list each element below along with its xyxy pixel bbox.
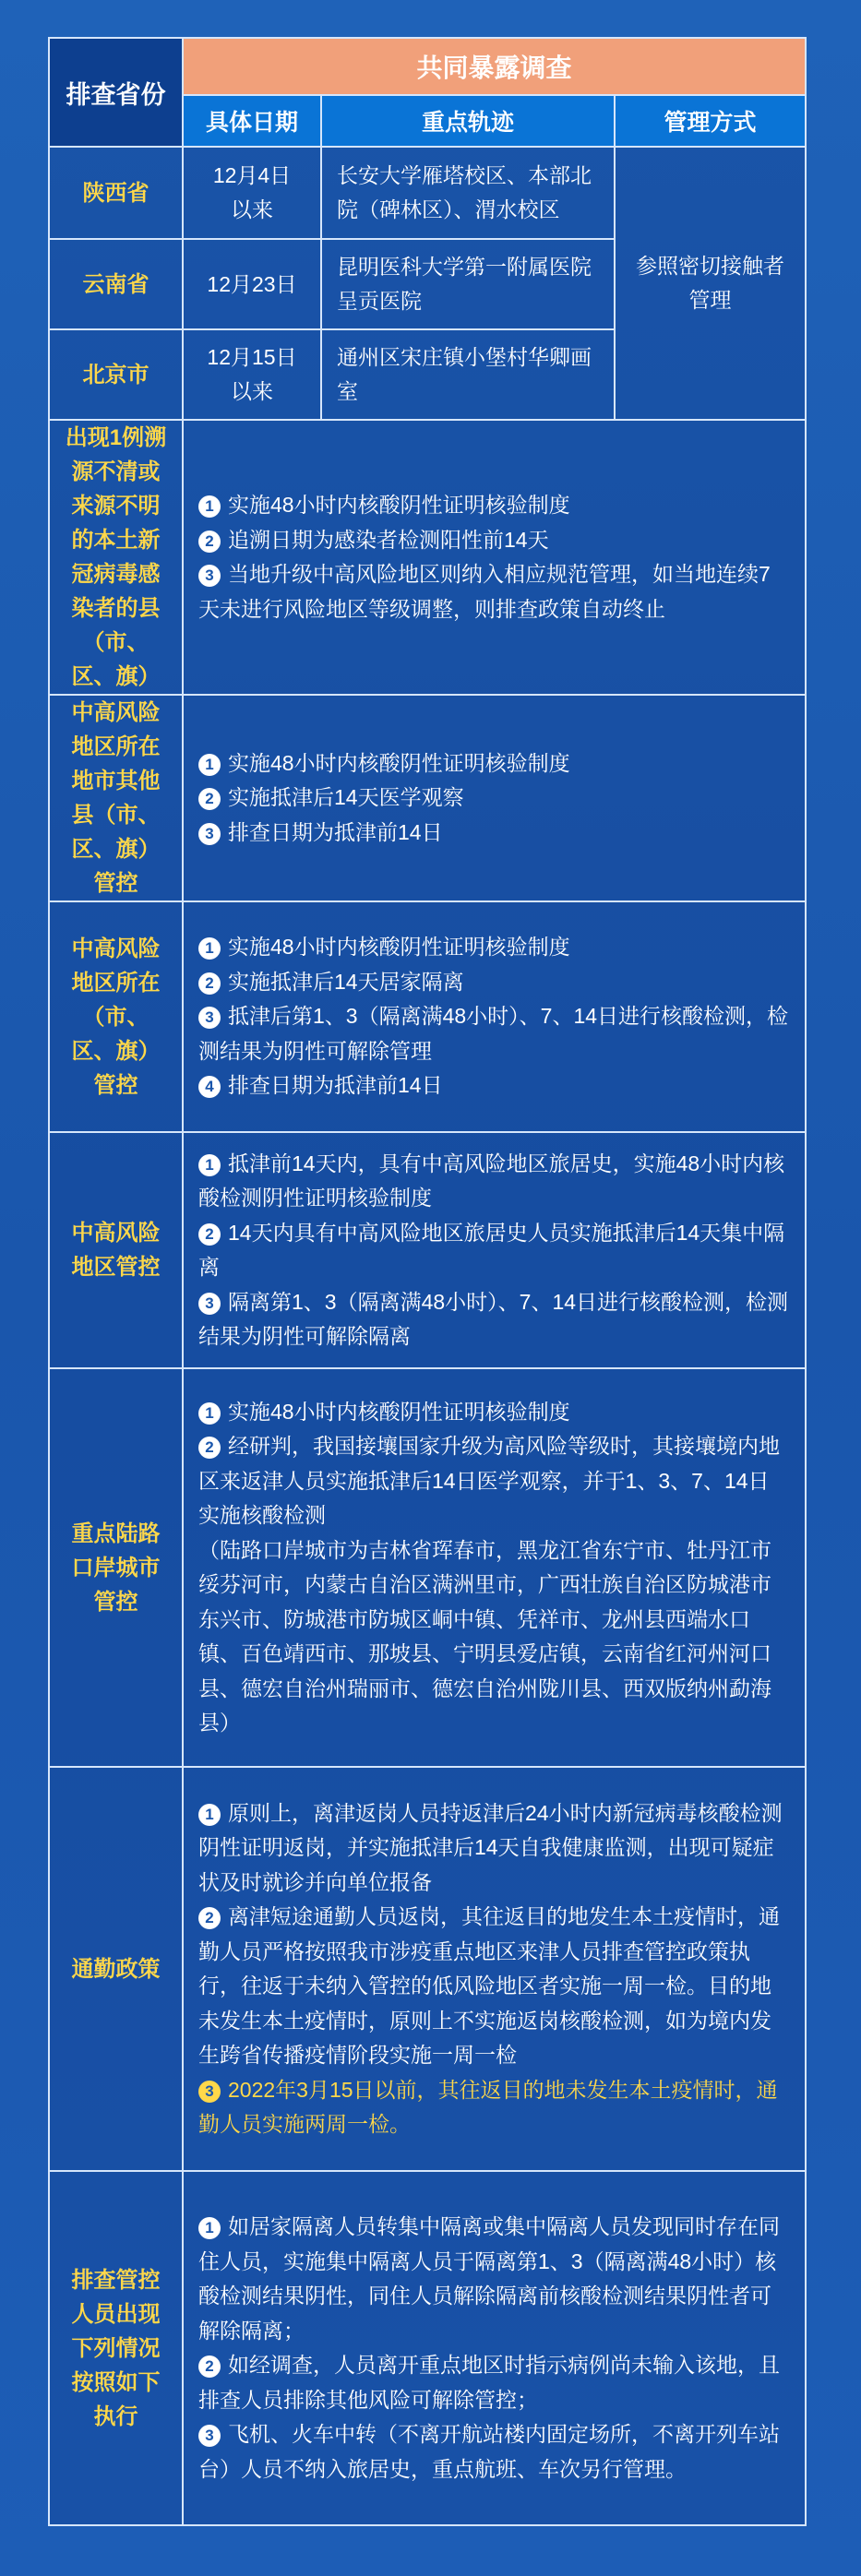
province-column-header: 排查省份 bbox=[49, 38, 183, 147]
number-badge: 4 bbox=[198, 1076, 221, 1098]
mgmt-column-header: 管理方式 bbox=[615, 95, 806, 147]
policy-item bbox=[198, 1285, 790, 1354]
number-badge: 2 bbox=[198, 531, 221, 553]
policy-item bbox=[198, 2348, 790, 2417]
policy-content bbox=[183, 1132, 806, 1368]
exposure-track: 长安大学雁塔校区、本部北院（碑林区）、渭水校区 bbox=[321, 147, 615, 239]
exposure-date: 12月15日 以来 bbox=[183, 329, 321, 420]
policy-item bbox=[198, 816, 790, 851]
policy-item-text: 离津短途通勤人员返岗，其往返目的地发生本土疫情时，通勤人员严格按照我市涉疫重点地区来津人员排查管控政策执行，往返于未纳入管控的低风险地区者实施一周一检。目的地未发生本土疫情时，原则上不实施返岗核酸检测，如为境内发生跨省传播疫情阶段实施一周一检 bbox=[198, 1904, 780, 2067]
number-badge: 2 bbox=[198, 1437, 221, 1459]
policy-item-text: 经研判，我国接壤国家升级为高风险等级时，其接壤境内地区来返津人员实施抵津后14日医学观察，并于1、3、7、14日实施核酸检测 bbox=[198, 1434, 780, 1527]
policy-item bbox=[198, 1796, 790, 1901]
exposure-track: 通州区宋庄镇小堡村华卿画室 bbox=[321, 329, 615, 420]
policy-content bbox=[183, 1368, 806, 1767]
policy-label: 重点陆路口岸城市管控 bbox=[49, 1368, 183, 1767]
policy-item-text: 隔离第1、3（隔离满48小时）、7、14日进行核酸检测，检测结果为阴性可解除隔离 bbox=[198, 1289, 789, 1348]
policy-content bbox=[183, 2171, 806, 2525]
number-badge: 1 bbox=[198, 1154, 221, 1176]
policy-row bbox=[49, 901, 806, 1132]
policy-item bbox=[198, 1900, 790, 2073]
policy-label: 中高风险地区所在（市、区、旗）管控 bbox=[49, 901, 183, 1132]
policy-item bbox=[198, 2210, 790, 2348]
number-badge: 3 bbox=[198, 565, 221, 587]
date-column-header: 具体日期 bbox=[183, 95, 321, 147]
number-badge: 3 bbox=[198, 2425, 221, 2447]
policy-row bbox=[49, 695, 806, 901]
policy-content bbox=[183, 695, 806, 901]
policy-item-text: 当地升级中高风险地区则纳入相应规范管理，如当地连续7天未进行风险地区等级调整，则排查政策自动终止 bbox=[198, 562, 771, 621]
policy-item bbox=[198, 1395, 790, 1430]
policy-content bbox=[183, 901, 806, 1132]
policy-row bbox=[49, 1767, 806, 2171]
policy-item-text: 14天内具有中高风险地区旅居史人员实施抵津后14天集中隔离 bbox=[198, 1220, 785, 1279]
policy-item-text: 排查日期为抵津前14日 bbox=[228, 819, 443, 844]
province-name: 北京市 bbox=[49, 329, 183, 420]
policy-item-text: 实施48小时内核酸阴性证明核验制度 bbox=[228, 1399, 570, 1424]
exposure-date: 12月23日 bbox=[183, 239, 321, 329]
policy-label: 中高风险地区所在地市其他县（市、区、旗）管控 bbox=[49, 695, 183, 901]
number-badge: 1 bbox=[198, 754, 221, 776]
province-name: 云南省 bbox=[49, 239, 183, 329]
policy-item-text: 抵津后第1、3（隔离满48小时）、7、14日进行核酸检测，检测结果为阴性可解除管理 bbox=[198, 1004, 789, 1063]
policy-item-text: 实施抵津后14天医学观察 bbox=[228, 785, 464, 810]
policy-item bbox=[198, 746, 790, 781]
exposure-policy-table bbox=[48, 37, 807, 2526]
policy-item-text: 追溯日期为感染者检测阳性前14天 bbox=[228, 527, 549, 552]
policy-item-text: 实施48小时内核酸阴性证明核验制度 bbox=[228, 493, 570, 517]
number-badge: 2 bbox=[198, 788, 221, 810]
policy-item bbox=[198, 2417, 790, 2487]
policy-item bbox=[198, 1533, 790, 1741]
policy-label: 通勤政策 bbox=[49, 1767, 183, 2171]
joint-exposure-header: 共同暴露调查 bbox=[183, 38, 806, 95]
policy-content bbox=[183, 1767, 806, 2171]
number-badge: 2 bbox=[198, 972, 221, 995]
policy-item bbox=[198, 999, 790, 1068]
policy-label: 排查管控人员出现下列情况按照如下执行 bbox=[49, 2171, 183, 2525]
policy-item bbox=[198, 1068, 790, 1103]
policy-item-text: 实施抵津后14天居家隔离 bbox=[228, 969, 464, 994]
policy-item-text: 2022年3月15日以前，其往返目的地未发生本土疫情时，通勤人员实施两周一检。 bbox=[198, 2077, 778, 2136]
policy-item-text: （陆路口岸城市为吉林省珲春市，黑龙江省东宁市、牡丹江市绥芬河市，内蒙古自治区满洲里市，广西壮族自治区防城港市东兴市、防城港市防城区峒中镇、凭祥市、龙州县西端水口镇、百色靖西市、那坡县、宁明县爱店镇，云南省红河州河口县、德宏自治州瑞丽市、德宏自治州陇川县、西双版纳州勐海县） bbox=[198, 1537, 771, 1735]
number-badge: 1 bbox=[198, 1402, 221, 1425]
policy-row bbox=[49, 2171, 806, 2525]
policy-item-text: 原则上，离津返岗人员持返津后24小时内新冠病毒核酸检测阴性证明返岗，并实施抵津后14天自我健康监测，出现可疑症状及时就诊并向单位报备 bbox=[198, 1800, 783, 1894]
policy-item-text: 实施48小时内核酸阴性证明核验制度 bbox=[228, 750, 570, 775]
policy-label: 出现1例溯源不清或来源不明的本土新冠病毒感染者的县（市、区、旗） bbox=[49, 420, 183, 695]
policy-row bbox=[49, 420, 806, 695]
policy-item bbox=[198, 523, 790, 558]
policy-item bbox=[198, 1147, 790, 1216]
exposure-management: 参照密切接触者管理 bbox=[615, 147, 806, 420]
policy-row bbox=[49, 1132, 806, 1368]
policy-item-text: 飞机、火车中转（不离开航站楼内固定场所，不离开列车站台）人员不纳入旅居史，重点航班、车次另行管理。 bbox=[198, 2422, 780, 2481]
policy-label: 中高风险地区管控 bbox=[49, 1132, 183, 1368]
number-badge: 1 bbox=[198, 937, 221, 960]
number-badge: 3 bbox=[198, 1293, 221, 1315]
number-badge: 2 bbox=[198, 1907, 221, 1929]
number-badge: 3 bbox=[198, 1007, 221, 1029]
policy-item bbox=[198, 965, 790, 1000]
number-badge: 1 bbox=[198, 1804, 221, 1826]
policy-item-text: 如经调查，人员离开重点地区时指示病例尚未输入该地，且排查人员排除其他风险可解除管控； bbox=[198, 2353, 780, 2412]
policy-row bbox=[49, 1368, 806, 1767]
exposure-row bbox=[49, 147, 806, 239]
policy-item bbox=[198, 1429, 790, 1533]
exposure-date: 12月4日 以来 bbox=[183, 147, 321, 239]
policy-item bbox=[198, 1216, 790, 1285]
number-badge: 1 bbox=[198, 495, 221, 518]
policy-item-text: 排查日期为抵津前14日 bbox=[228, 1073, 443, 1098]
policy-item bbox=[198, 930, 790, 965]
track-column-header: 重点轨迹 bbox=[321, 95, 615, 147]
policy-item bbox=[198, 557, 790, 626]
policy-item-text: 如居家隔离人员转集中隔离或集中隔离人员发现同时存在同住人员，实施集中隔离人员于隔离第1、3（隔离满48小时）核酸检测结果阴性，同住人员解除隔离前核酸检测结果阴性者可解除隔离； bbox=[198, 2214, 780, 2343]
policy-item bbox=[198, 781, 790, 816]
number-badge: 3 bbox=[198, 823, 221, 845]
policy-item bbox=[198, 488, 790, 523]
exposure-track: 昆明医科大学第一附属医院呈贡医院 bbox=[321, 239, 615, 329]
number-badge: 2 bbox=[198, 2355, 221, 2378]
policy-item-highlighted bbox=[198, 2073, 790, 2142]
province-name: 陕西省 bbox=[49, 147, 183, 239]
policy-item-text: 抵津前14天内，具有中高风险地区旅居史，实施48小时内核酸检测阴性证明核验制度 bbox=[198, 1151, 785, 1210]
number-badge: 1 bbox=[198, 2217, 221, 2239]
number-badge: 3 bbox=[198, 2081, 221, 2103]
number-badge: 2 bbox=[198, 1223, 221, 1246]
policy-item-text: 实施48小时内核酸阴性证明核验制度 bbox=[228, 935, 570, 960]
policy-content bbox=[183, 420, 806, 695]
